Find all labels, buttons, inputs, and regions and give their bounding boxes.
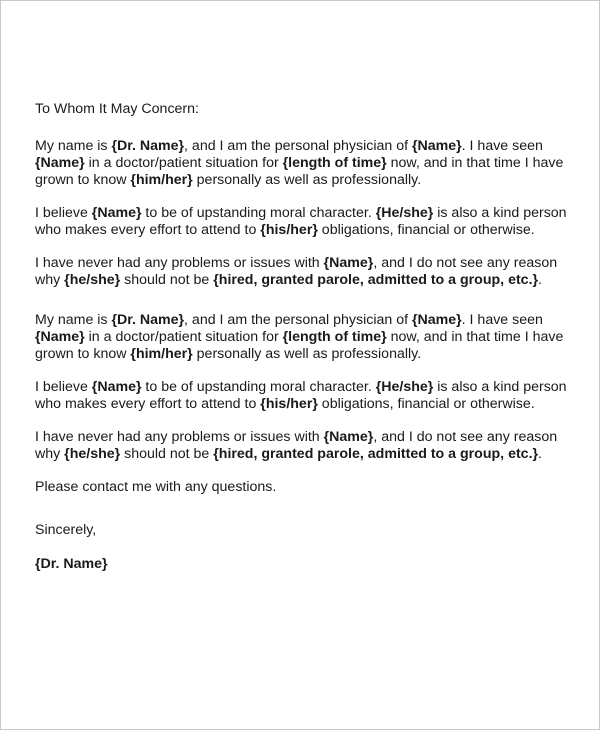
contact-line: Please contact me with any questions. <box>35 479 277 495</box>
salutation: To Whom It May Concern: <box>35 101 199 117</box>
closing: Sincerely, <box>35 522 97 538</box>
paragraph-recommendation-repeat: I have never had any problems or issues with {Name}, and I do not see any reason why {he/she} should not be {hired, granted parole, admitted to a group, etc.}. <box>35 429 558 462</box>
paragraph-character-repeat: I believe {Name} to be of upstanding moral character. {He/she} is also a kind person who makes every effort to attend to {his/her} obligations, financial or otherwise. <box>35 379 567 412</box>
paragraph-recommendation: I have never had any problems or issues with {Name}, and I do not see any reason why {he/she} should not be {hired, granted parole, admitted to a group, etc.}. <box>35 255 558 288</box>
paragraph-intro: My name is {Dr. Name}, and I am the personal physician of {Name}. I have seen {Name} in a doctor/patient situation for {length of time} now, and in that time I have grown to know {him/her} personally as well as professionally. <box>35 138 564 188</box>
signature: {Dr. Name} <box>35 556 108 572</box>
paragraph-character: I believe {Name} to be of upstanding moral character. {He/she} is also a kind person who makes every effort to attend to {his/her} obligations, financial or otherwise. <box>35 205 567 238</box>
paragraph-intro-repeat: My name is {Dr. Name}, and I am the personal physician of {Name}. I have seen {Name} in a doctor/patient situation for {length of time} now, and in that time I have grown to know {him/her} personally as well as professionally. <box>35 312 564 362</box>
letter-body <box>35 101 575 573</box>
